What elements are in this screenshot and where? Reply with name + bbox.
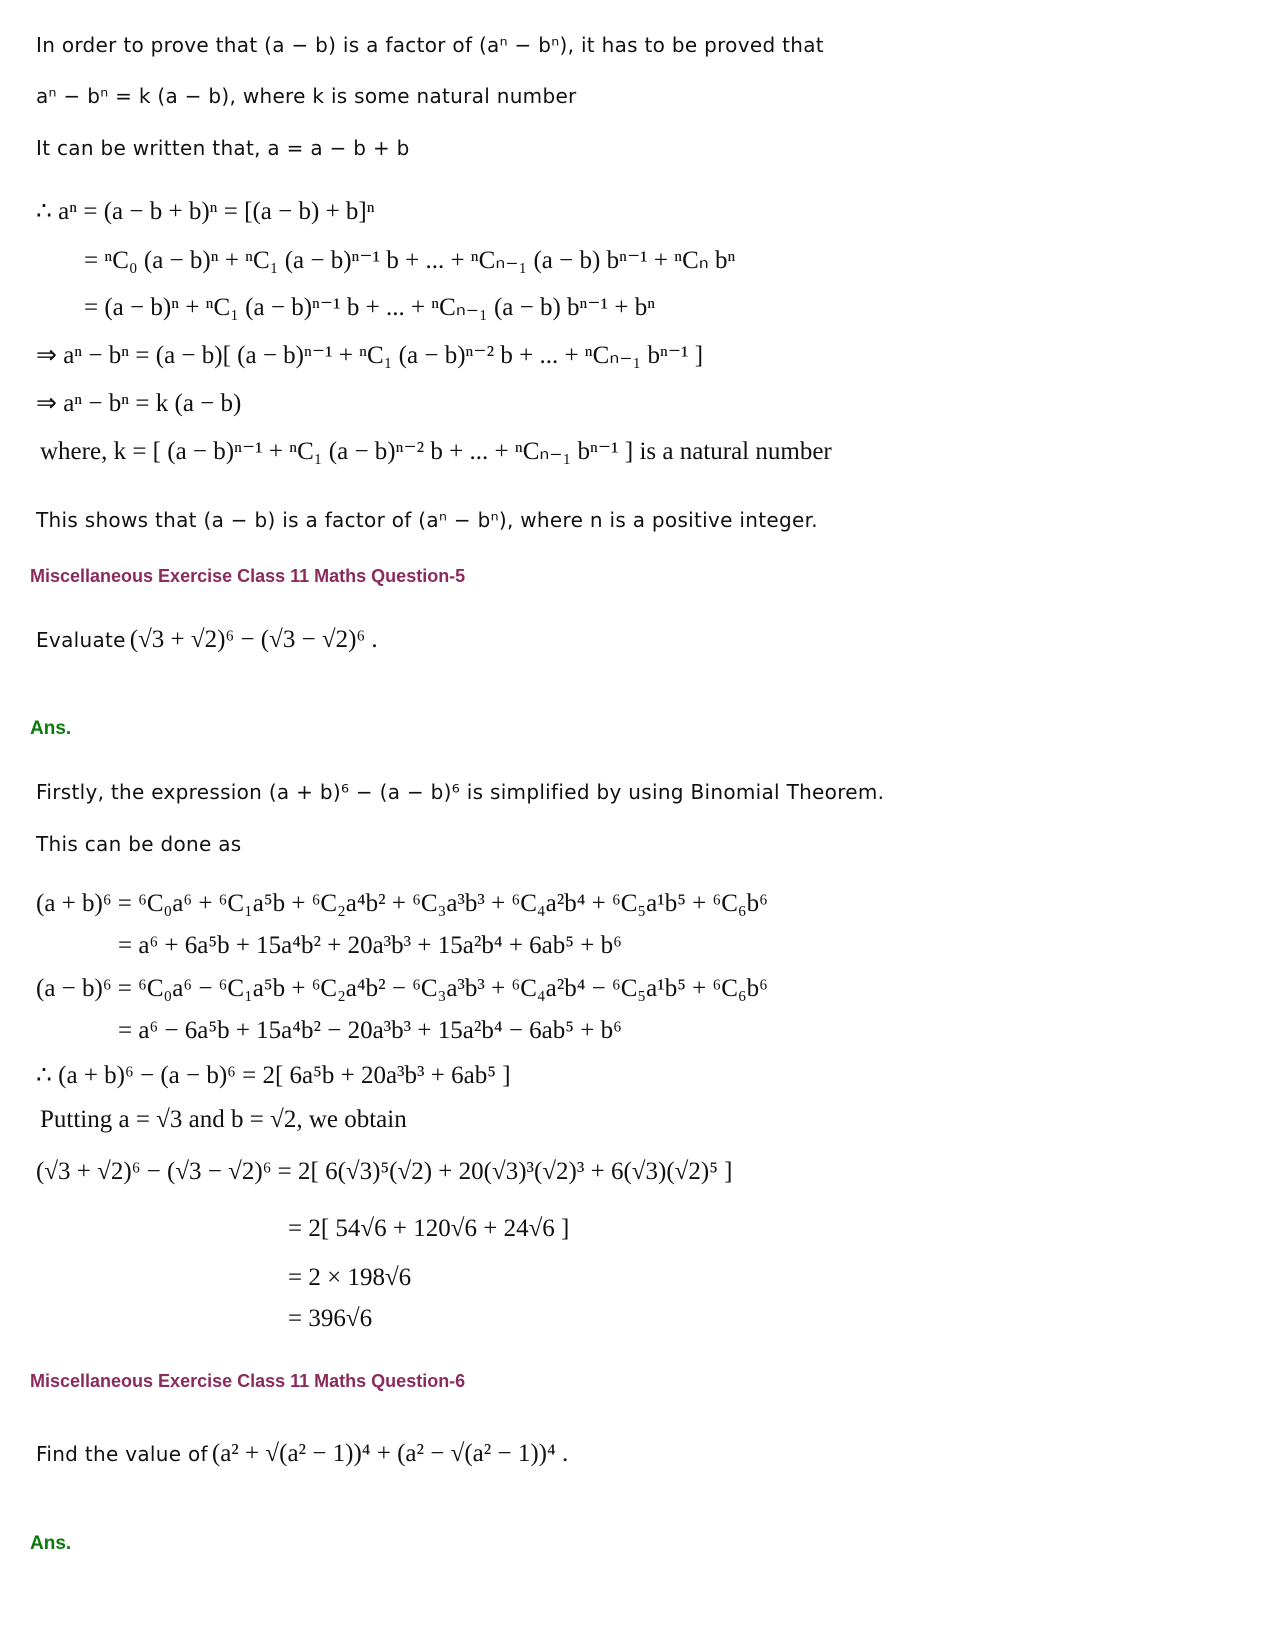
question-5-equation-2: = a⁶ + 6a⁵b + 15a⁴b² + 20a³b³ + 15a²b⁴ + 6ab⁵ + b⁶ (118, 932, 622, 959)
proof-equation-2: = ⁿC₀ (a − b)ⁿ + ⁿC₁ (a − b)ⁿ⁻¹ b + ... + ⁿCₙ₋₁ (a − b) bⁿ⁻¹ + ⁿCₙ bⁿ (84, 247, 736, 274)
question-5-done-as: This can be done as (36, 832, 242, 856)
question-6-heading: Miscellaneous Exercise Class 11 Maths Question-6 (30, 1371, 466, 1391)
question-5-equation-3: (a − b)⁶ = ⁶C₀a⁶ − ⁶C₁a⁵b + ⁶C₂a⁴b² − ⁶C₃a³b³ + ⁶C₄a²b⁴ − ⁶C₅a¹b⁵ + ⁶C₆b⁶ (36, 975, 768, 1002)
proof-conclusion: This shows that (a − b) is a factor of (aⁿ − bⁿ), where n is a positive integer. (36, 508, 818, 532)
question-6-prefix: Find the value of (36, 1442, 208, 1466)
proof-statement: aⁿ − bⁿ = k (a − b), where k is some natural number (36, 84, 577, 108)
question-5-expression: (√3 + √2)⁶ − (√3 − √2)⁶ . (129, 626, 378, 653)
question-5-firstly: Firstly, the expression (a + b)⁶ − (a − b)⁶ is simplified by using Binomial Theorem. (36, 780, 885, 804)
proof-equation-1: ∴ aⁿ = (a − b + b)ⁿ = [(a − b) + b]ⁿ (36, 198, 375, 225)
question-5-heading: Miscellaneous Exercise Class 11 Maths Question-5 (30, 566, 466, 586)
proof-intro: In order to prove that (a − b) is a factor of (aⁿ − bⁿ), it has to be proved that (36, 33, 824, 57)
proof-equation-3: = (a − b)ⁿ + ⁿC₁ (a − b)ⁿ⁻¹ b + ... + ⁿCₙ₋₁ (a − b) bⁿ⁻¹ + bⁿ (84, 294, 656, 321)
question-5-ans-label: Ans. (30, 718, 72, 739)
proof-equation-4: ⇒ aⁿ − bⁿ = (a − b)[ (a − b)ⁿ⁻¹ + ⁿC₁ (a − b)ⁿ⁻² b + ... + ⁿCₙ₋₁ bⁿ⁻¹ ] (36, 342, 704, 369)
question-5-equation-8: = 2[ 54√6 + 120√6 + 24√6 ] (288, 1215, 570, 1242)
question-6-expression: (a² + √(a² − 1))⁴ + (a² − √(a² − 1))⁴ . (211, 1440, 569, 1467)
question-5-equation-5: ∴ (a + b)⁶ − (a − b)⁶ = 2[ 6a⁵b + 20a³b³ + 6ab⁵ ] (36, 1062, 511, 1089)
proof-equation-6: where, k = [ (a − b)ⁿ⁻¹ + ⁿC₁ (a − b)ⁿ⁻² b + ... + ⁿCₙ₋₁ bⁿ⁻¹ ] is a natural number (40, 438, 832, 465)
proof-equation-5: ⇒ aⁿ − bⁿ = k (a − b) (36, 390, 242, 417)
question-5-text (36, 626, 378, 654)
question-6-text (36, 1440, 568, 1468)
question-5-equation-9: = 2 × 198√6 (288, 1264, 412, 1291)
proof-written: It can be written that, a = a − b + b (36, 136, 410, 160)
question-5-equation-1: (a + b)⁶ = ⁶C₀a⁶ + ⁶C₁a⁵b + ⁶C₂a⁴b² + ⁶C₃a³b³ + ⁶C₄a²b⁴ + ⁶C₅a¹b⁵ + ⁶C₆b⁶ (36, 890, 768, 917)
question-5-equation-6: Putting a = √3 and b = √2, we obtain (40, 1106, 407, 1133)
question-5-equation-10: = 396√6 (288, 1305, 373, 1332)
question-6-ans-label: Ans. (30, 1533, 72, 1554)
question-5-equation-7: (√3 + √2)⁶ − (√3 − √2)⁶ = 2[ 6(√3)⁵(√2) + 20(√3)³(√2)³ + 6(√3)(√2)⁵ ] (36, 1158, 733, 1185)
question-5-prefix: Evaluate (36, 628, 126, 652)
question-5-equation-4: = a⁶ − 6a⁵b + 15a⁴b² − 20a³b³ + 15a²b⁴ − 6ab⁵ + b⁶ (118, 1017, 622, 1044)
